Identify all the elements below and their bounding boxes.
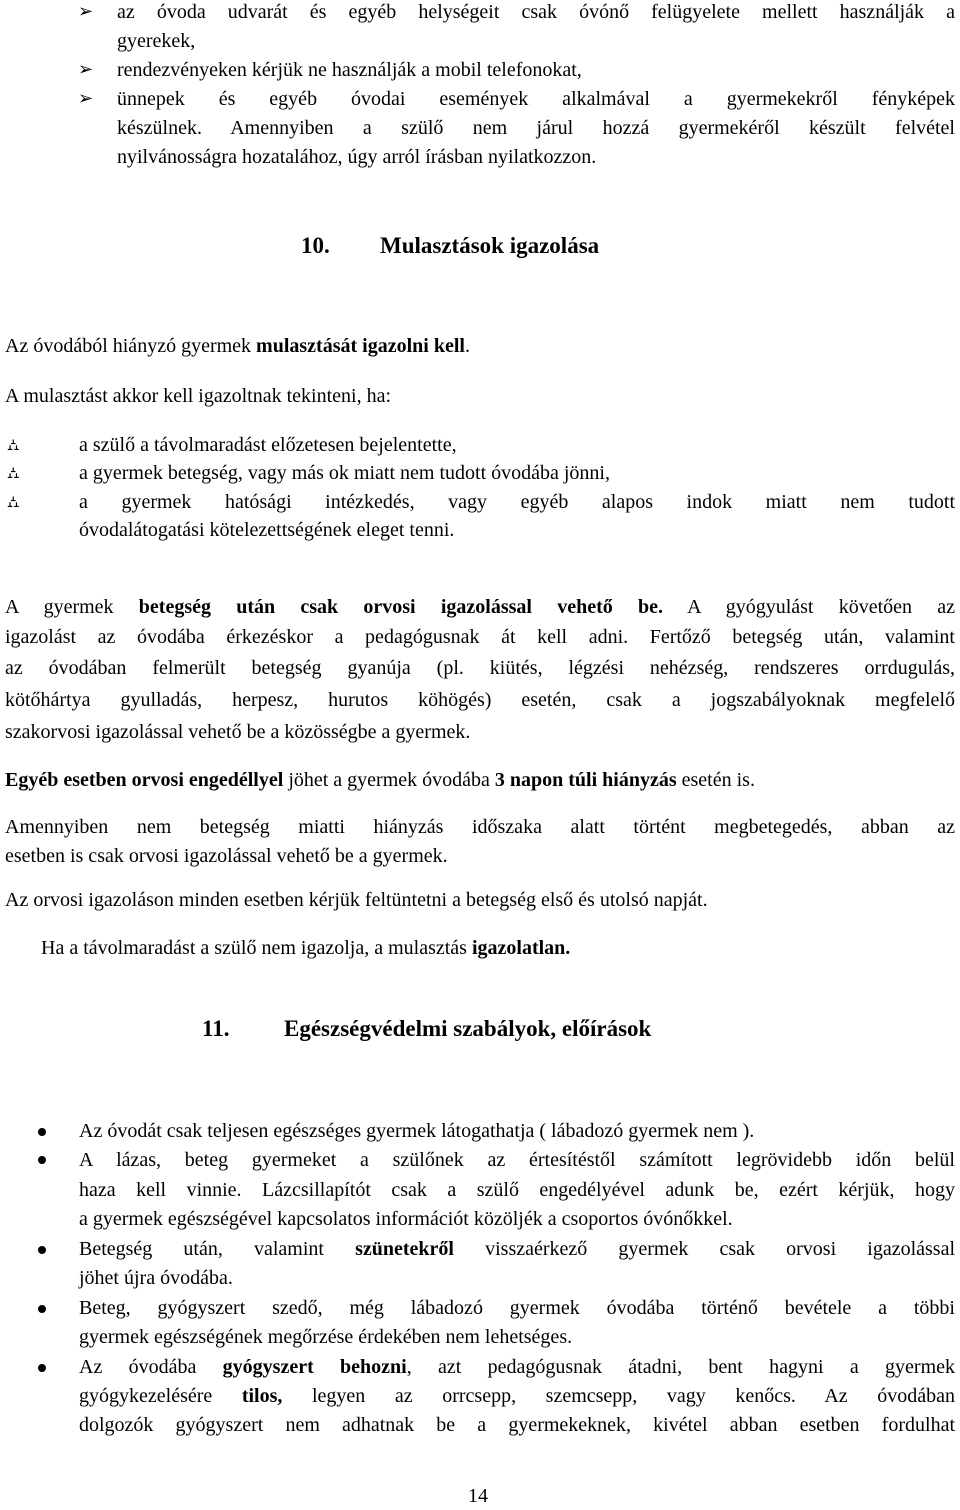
list-item-line: óvodalátogatási kötelezettségének eleget tenni. [79, 519, 455, 541]
paragraph-line: szakorvosi igazolással vehető be a közösségbe a gyermek. [5, 721, 471, 743]
list-item-line: gyógykezelésére tilos, legyen az orrcsepp, szemcsepp, vagy kenőcs. Az óvodában [79, 1385, 955, 1407]
list-item-line: A lázas, beteg gyermeket a szülőnek az értesítéstől számított legrövidebb időn belül [79, 1149, 955, 1171]
list-item-line: a gyermek hatósági intézkedés, vagy egyéb alapos indok miatt nem tudott [79, 491, 955, 513]
section-title: Egészségvédelmi szabályok, előírások [284, 1016, 652, 1041]
paragraph-line: Az orvosi igazoláson minden esetben kérjük feltüntetni a betegség első és utolsó napját. [5, 889, 708, 911]
arrow-bullet-icon: ➢ [78, 1, 94, 22]
bullet-icon: ⛼ [7, 492, 20, 511]
paragraph-line: Amennyiben nem betegség miatti hiányzás időszaka alatt történt megbetegedés, abban az [5, 816, 955, 838]
section-number: 10. [301, 233, 330, 258]
list-item-line: gyermek egészségének megőrzése érdekében nem lehetséges. [79, 1326, 573, 1348]
list-item-line: az óvoda udvarát és egyéb helységeit csak óvónő felügyelete mellett használják a [117, 1, 955, 23]
list-item-line: Beteg, gyógyszert szedő, még lábadozó gyermek óvodába történő bevétele a többi [79, 1297, 955, 1319]
paragraph-line: Ha a távolmaradást a szülő nem igazolja, a mulasztás igazolatlan. [41, 937, 571, 959]
list-item-line: dolgozók gyógyszert nem adhatnak be a gyermekeknek, kivétel abban esetben fordulhat [79, 1414, 955, 1436]
intro-paragraph: Az óvodából hiányzó gyermek mulasztását igazolni kell. [5, 335, 470, 357]
arrow-bullet-icon: ➢ [78, 88, 94, 109]
bullet-icon: ⛼ [7, 463, 20, 482]
section-title: Mulasztások igazolása [380, 233, 600, 258]
section-number: 11. [202, 1016, 230, 1041]
condition-paragraph: A mulasztást akkor kell igazoltnak tekinteni, ha: [5, 385, 392, 407]
bullet-dot-icon [38, 1246, 46, 1254]
list-item-line: haza kell vinnie. Lázcsillapítót csak a szülő engedélyével adunk be, ezért kérjük, hogy [79, 1179, 955, 1201]
bullet-dot-icon [38, 1128, 46, 1136]
paragraph-line: igazolást az óvodába érkezéskor a pedagógusnak át kell adni. Fertőző betegség után, valamint [5, 626, 955, 648]
list-item-line: készülnek. Amennyiben a szülő nem járul hozzá gyermekéről készült felvétel [117, 117, 955, 139]
list-item-line: jöhet újra óvodába. [79, 1267, 233, 1289]
list-item-line: a szülő a távolmaradást előzetesen bejelentette, [79, 434, 457, 456]
list-item-line: Betegség után, valamint szünetekről visszaérkező gyermek csak orvosi igazolással [79, 1238, 955, 1260]
bullet-icon: ⛼ [7, 435, 20, 454]
bullet-dot-icon [38, 1156, 46, 1164]
bullet-dot-icon [38, 1305, 46, 1313]
paragraph-line: esetben is csak orvosi igazolással vehető be a gyermek. [5, 845, 448, 867]
list-item-line: nyilvánosságra hozatalához, úgy arról írásban nyilatkozzon. [117, 146, 597, 168]
list-item-line: a gyermek betegség, vagy más ok miatt nem tudott óvodába jönni, [79, 462, 610, 484]
paragraph-line: A gyermek betegség után csak orvosi igazolással vehető be. A gyógyulást követően az [5, 596, 956, 618]
paragraph-line: az óvodában felmerült betegség gyanúja (pl. kiütés, légzési nehézség, rendszeres orrdugulás, [5, 657, 955, 679]
bullet-dot-icon [38, 1364, 46, 1372]
list-item-line: ünnepek és egyéb óvodai események alkalmával a gyermekekről fényképek [117, 88, 955, 110]
page-number: 14 [468, 1485, 488, 1507]
list-item-line: Az óvodába gyógyszert behozni, azt pedagógusnak átadni, bent hagyni a gyermek [79, 1356, 956, 1378]
list-item-line: Az óvodát csak teljesen egészséges gyermek látogathatja ( lábadozó gyermek nem ). [79, 1120, 755, 1142]
paragraph-line: kötőhártya gyulladás, herpesz, hurutos köhögés) esetén, csak a jogszabályoknak megfelelő [5, 689, 955, 711]
list-item-line: a gyermek egészségével kapcsolatos információt közöljék a csoportos óvónőkkel. [79, 1208, 733, 1230]
paragraph-line: Egyéb esetben orvosi engedéllyel jöhet a gyermek óvodába 3 napon túli hiányzás esetén is. [5, 769, 755, 791]
arrow-bullet-icon: ➢ [78, 59, 94, 80]
list-item-line: rendezvényeken kérjük ne használják a mobil telefonokat, [117, 59, 582, 81]
list-item-line: gyerekek, [117, 30, 196, 52]
